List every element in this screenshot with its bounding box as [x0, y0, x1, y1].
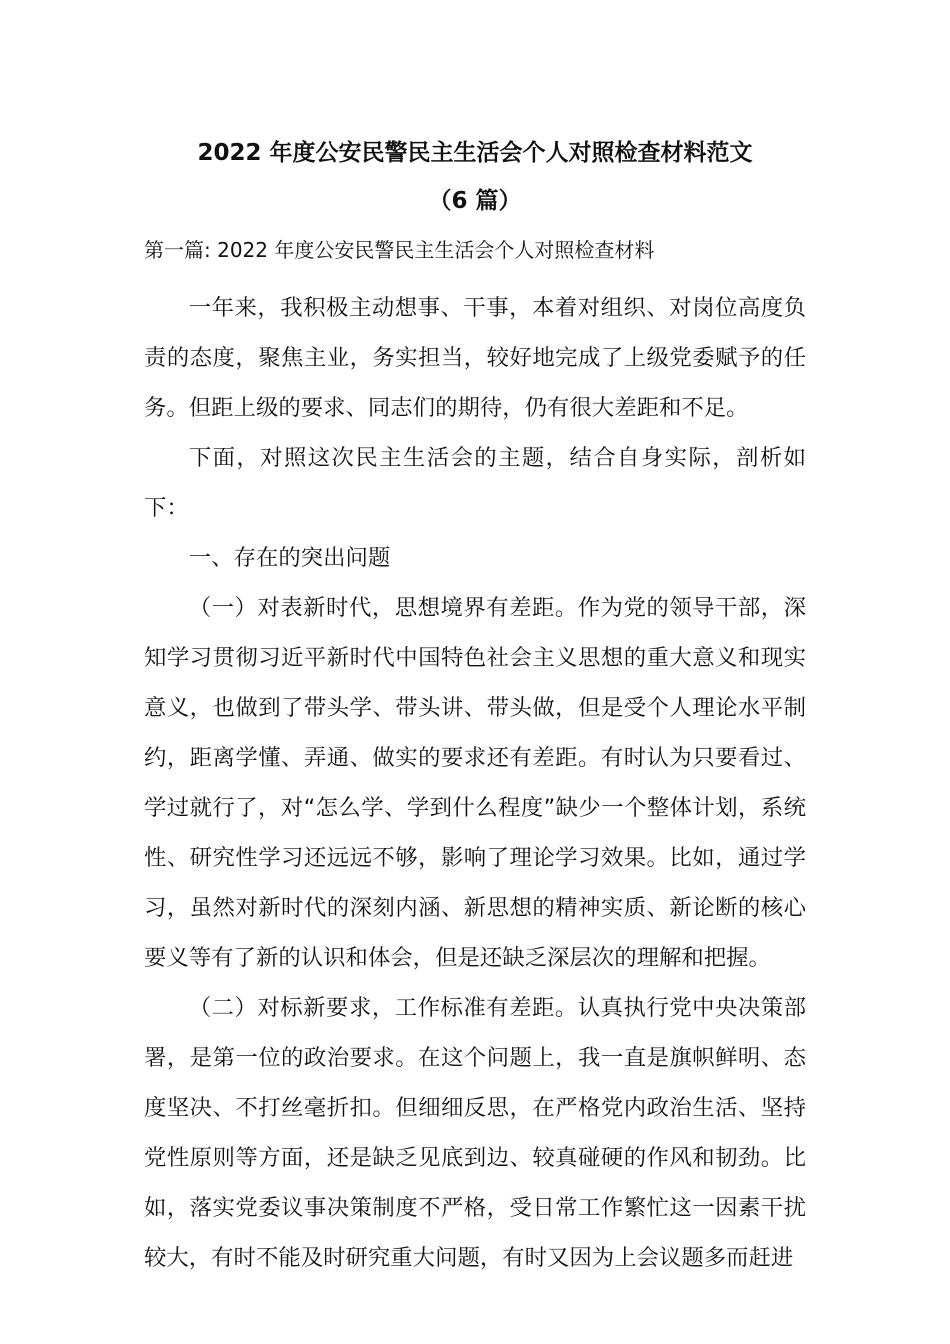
document-body	[144, 283, 806, 1283]
paragraph-section-one-heading: 一、存在的突出问题	[188, 545, 391, 571]
document-title-count: （6 篇）	[428, 188, 522, 214]
paragraph-issue-two: （二）对标新要求，工作标准有差距。认真执行党中央决策部署，是第一位的政治要求。在这个问题上，我一直是旗帜鲜明、态度坚决、不打丝毫折扣。但细细反思，在严格党内政治生活、坚持党性原则等方面，还是缺乏见底到边、较真碰硬的作风和韧劲。比如，落实党委议事决策制度不严格，受日常工作繁忙这一因素干扰较大，有时不能及时研究重大问题，有时又因为上会议题多而赶进	[144, 995, 806, 1271]
document-title: 2022 年度公安民警民主生活会个人对照检查材料范文	[197, 140, 753, 166]
section-heading: 第一篇: 2022 年度公安民警民主生活会个人对照检查材料	[144, 238, 655, 262]
paragraph-intro: 一年来，我积极主动想事、干事，本着对组织、对岗位高度负责的态度，聚焦主业，务实担当，较好地完成了上级党委赋予的任务。但距上级的要求、同志们的期待，仍有很大差距和不足。	[144, 295, 806, 421]
paragraph-analysis-intro: 下面，对照这次民主生活会的主题，结合自身实际，剖析如下：	[144, 445, 806, 521]
paragraph-issue-one: （一）对表新时代，思想境界有差距。作为党的领导干部，深知学习贯彻习近平新时代中国特色社会主义思想的重大意义和现实意义，也做到了带头学、带头讲、带头做，但是受个人理论水平制约，距离学懂、弄通、做实的要求还有差距。有时认为只要看过、学过就行了，对“怎么学、学到什么程度”缺少一个整体计划，系统性、研究性学习还远远不够，影响了理论学习效果。比如，通过学习，虽然对新时代的深刻内涵、新思想的精神实质、新论断的核心要义等有了新的认识和体会，但是还缺乏深层次的理解和把握。	[144, 595, 806, 971]
